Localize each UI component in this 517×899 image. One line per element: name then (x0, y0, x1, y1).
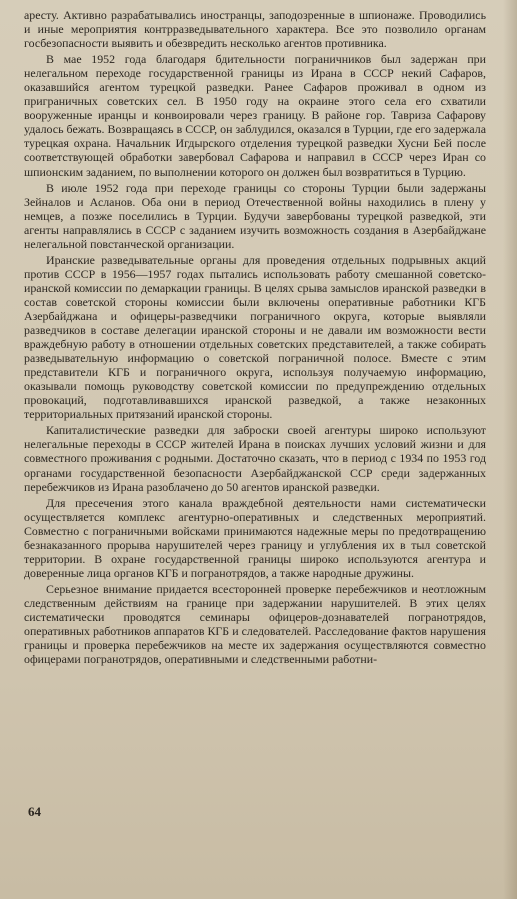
page-number: 64 (28, 804, 41, 819)
body-text (24, 8, 486, 668)
paragraph-6: Для пресечения этого канала враждебной деятельности нами систематически осуществляется комплекс агентурно-оперативных и следственных мероприятий. Совместно с пограничными войсками принимаются надежные меры по предотвращению безнаказанного прорыва нарушителей через границу и углубления их в тыл советской территории. В охране государственной границы широко используются агентура и доверенные лица органов КГБ и погранотрядов, а также народные дружины. (24, 495, 486, 580)
paragraph-7: Серьезное внимание придается всесторонней проверке перебежчиков и неотложным следственным действиям на границе при задержании нарушителей. В этих целях систематически проводятся семинары офицеров-дознавателей погранотрядов, оперативных работников аппаратов КГБ и следователей. Расследование фактов нарушения границы и проверка перебежчиков на месте их задержания осуществляются совместно офицерами погранотрядов, оперативными и следственными работни- (24, 581, 486, 667)
paragraph-4: Иранские разведывательные органы для проведения отдельных подрывных акций против СССР в 1956—1957 годах пытались использовать работу смешанной советско-иранской комиссии по демаркации границы. В целях срыва замыслов иранской разведки в состав советской стороны комиссии были включены оперативные работники КГБ Азербайджана и офицеры-разведчики пограничного округа, которые выявляли разведчиков в составе делегации иранской стороны и не давали им возможности вести враждебную работу в отношении отдельных советских представителей, а также собирать разведывательную информацию о советской пограничной полосе. Вместе с этим представители КГБ и пограничного округа, используя получаемую информацию, оказывали помощь руководству советской комиссии по предупреждению отдельных провокаций, подготавливавшихся иранской разведкой, а также незаконных территориальных притязаний иранской стороны. (24, 252, 486, 422)
paragraph-3: В июле 1952 года при переходе границы со стороны Турции были задержаны Зейналов и Асланов. Оба они в период Отечественной войны находились в плену у немцев, а позже поселились в Турции. Будучи завербованы турецкой разведкой, эти агенты направлялись в СССР с заданием изучить возможность создания в Азербайджане нелегальной повстанческой организации. (24, 180, 486, 251)
paragraph-5: Капиталистические разведки для заброски своей агентуры широко используют нелегальные переходы в СССР жителей Ирана в поисках лучших условий жизни и для совместного проживания с родными. Достаточно сказать, что в период с 1934 по 1953 год органами государственной безопасности Азербайджанской ССР среди задержанных перебежчиков из Ирана разоблачено до 50 агентов иранской разведки. (24, 423, 486, 494)
page-edge-shadow (503, 0, 517, 899)
paragraph-1: аресту. Активно разрабатывались иностранцы, заподозренные в шпионаже. Проводились и иные мероприятия контрразведывательного характера. Все это позволило органам госбезопасности выявить и обезвредить несколько агентов противника. (24, 8, 486, 51)
paragraph-2: В мае 1952 года благодаря бдительности пограничников был задержан при нелегальном переходе государственной границы из Ирана в СССР некий Сафаров, оказавшийся агентом турецкой разведки. Ранее Сафаров проживал в одном из приграничных советских сел. В 1950 году на окраине этого села его схватили вооруженные иранцы и конвоировали через границу. В районе гор. Тавриза Сафарову удалось бежать. Возвращаясь в СССР, он заблудился, оказался в Турции, где его задержала турецкая охрана. Начальник Игдырского отделения турецкой разведки Хусни Бей после соответствующей обработки завербовал Сафарова и направил в СССР через Иран со шпионским заданием, по выполнении которого он должен был возвратиться в Турцию. (24, 52, 486, 179)
